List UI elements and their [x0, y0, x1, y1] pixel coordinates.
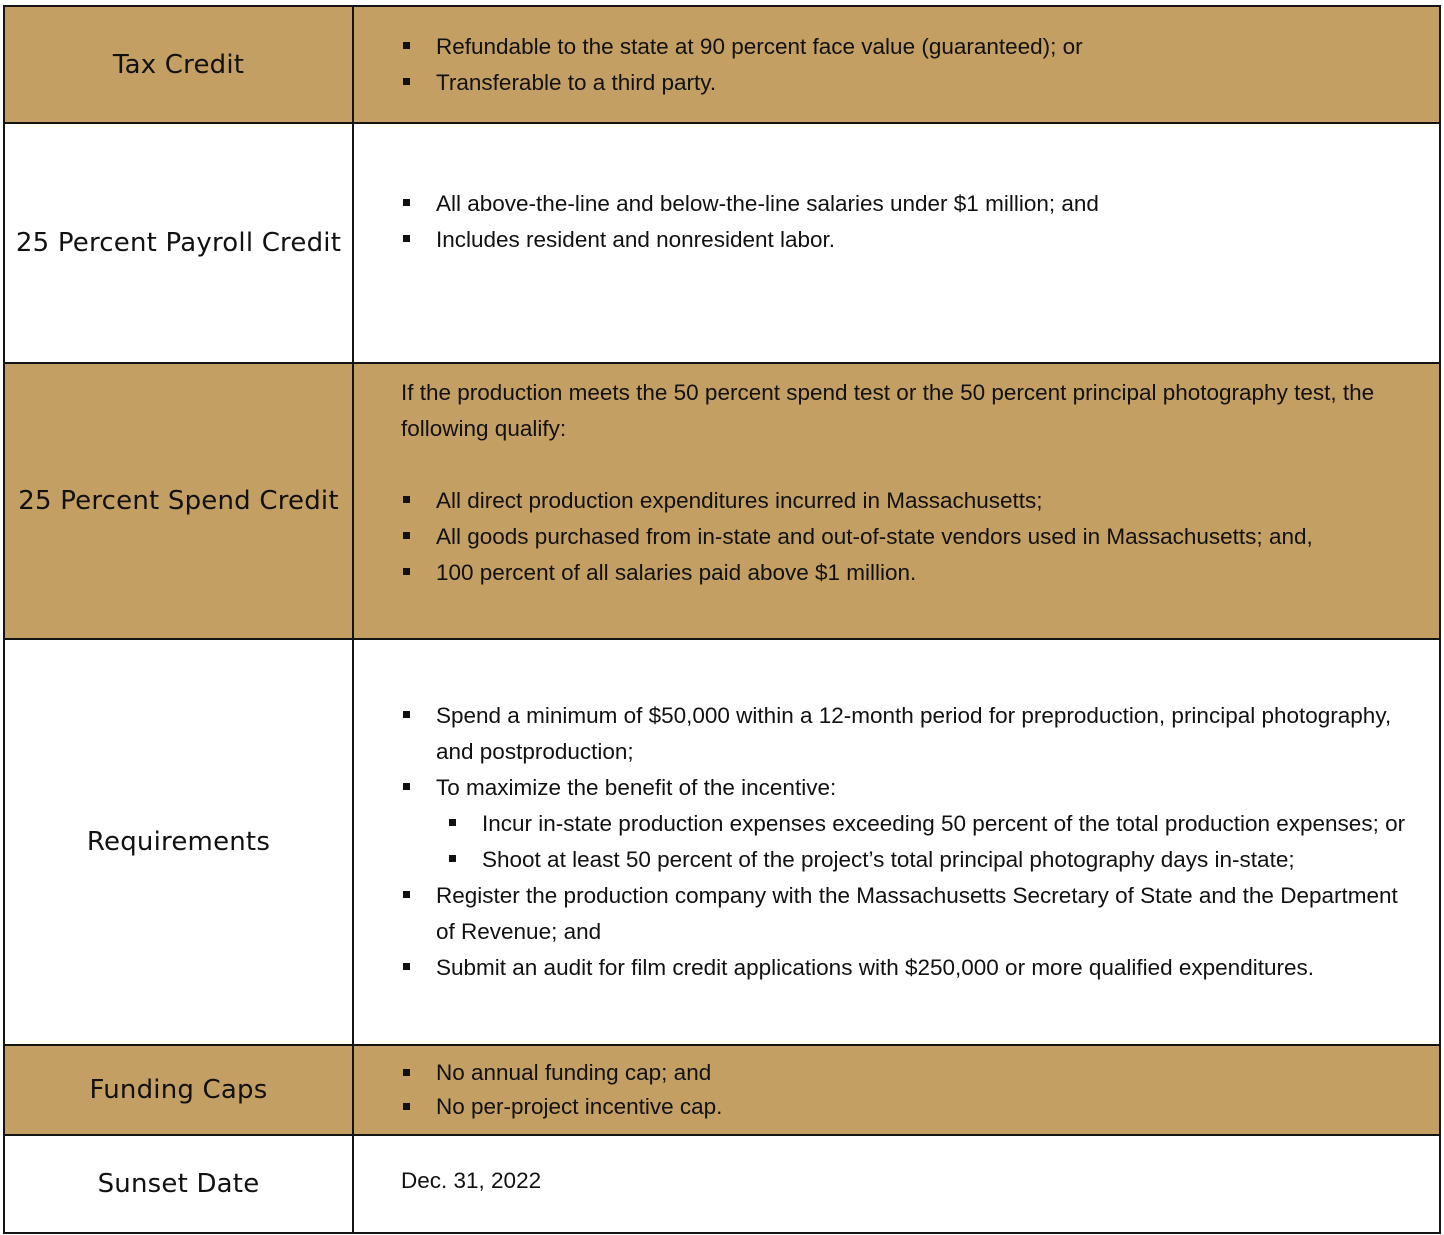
- row-label: 25 Percent Spend Credit: [4, 363, 353, 639]
- sub-bullet-list: [401, 806, 1419, 878]
- row-sunset-date: [4, 1135, 1440, 1233]
- list-item: No annual funding cap; and: [401, 1056, 1419, 1090]
- incentive-table: [3, 5, 1441, 1234]
- bullet-list: [401, 1056, 1419, 1124]
- list-item: Submit an audit for film credit applications with $250,000 or more qualified expenditures.: [401, 950, 1419, 986]
- row-content: [353, 1135, 1440, 1233]
- row-label: Funding Caps: [4, 1045, 353, 1135]
- list-item: All goods purchased from in-state and out-of-state vendors used in Massachusetts; and,: [401, 519, 1419, 555]
- row-payroll-credit: [4, 123, 1440, 363]
- list-item: Transferable to a third party.: [401, 65, 1419, 101]
- row-label: 25 Percent Payroll Credit: [4, 123, 353, 363]
- bullet-list: [401, 186, 1419, 258]
- row-label: Sunset Date: [4, 1135, 353, 1233]
- list-item: Refundable to the state at 90 percent face value (guaranteed); or: [401, 29, 1419, 65]
- intro-text: If the production meets the 50 percent spend test or the 50 percent principal photography test, the following qualify:: [401, 380, 1375, 441]
- list-item: 100 percent of all salaries paid above $1 million.: [401, 555, 1419, 591]
- bullet-list: [401, 878, 1419, 986]
- sunset-date-value: Dec. 31, 2022: [401, 1168, 542, 1193]
- list-item: All above-the-line and below-the-line salaries under $1 million; and: [401, 186, 1419, 222]
- bullet-list: [401, 29, 1419, 101]
- list-item: No per-project incentive cap.: [401, 1090, 1419, 1124]
- spacer: [401, 447, 1419, 483]
- row-content: [353, 6, 1440, 123]
- list-item: To maximize the benefit of the incentive:: [401, 770, 1419, 806]
- row-content: [353, 363, 1440, 639]
- row-spend-credit: [4, 363, 1440, 639]
- row-content: [353, 123, 1440, 363]
- row-requirements: [4, 639, 1440, 1045]
- sub-list-item: Incur in-state production expenses exceeding 50 percent of the total production expenses; or: [447, 806, 1419, 842]
- list-item: Register the production company with the Massachusetts Secretary of State and the Department of Revenue; and: [401, 878, 1419, 950]
- row-funding-caps: [4, 1045, 1440, 1135]
- row-label: Requirements: [4, 639, 353, 1045]
- list-item: All direct production expenditures incurred in Massachusetts;: [401, 483, 1419, 519]
- list-item: Spend a minimum of $50,000 within a 12-month period for preproduction, principal photography, and postproduction;: [401, 698, 1419, 770]
- row-content: [353, 639, 1440, 1045]
- list-item: Includes resident and nonresident labor.: [401, 222, 1419, 258]
- row-label: Tax Credit: [4, 6, 353, 123]
- row-tax-credit: [4, 6, 1440, 123]
- sub-list-item: Shoot at least 50 percent of the project’s total principal photography days in-state;: [447, 842, 1419, 878]
- bullet-list: [401, 698, 1419, 806]
- bullet-list: [401, 483, 1419, 591]
- row-content: [353, 1045, 1440, 1135]
